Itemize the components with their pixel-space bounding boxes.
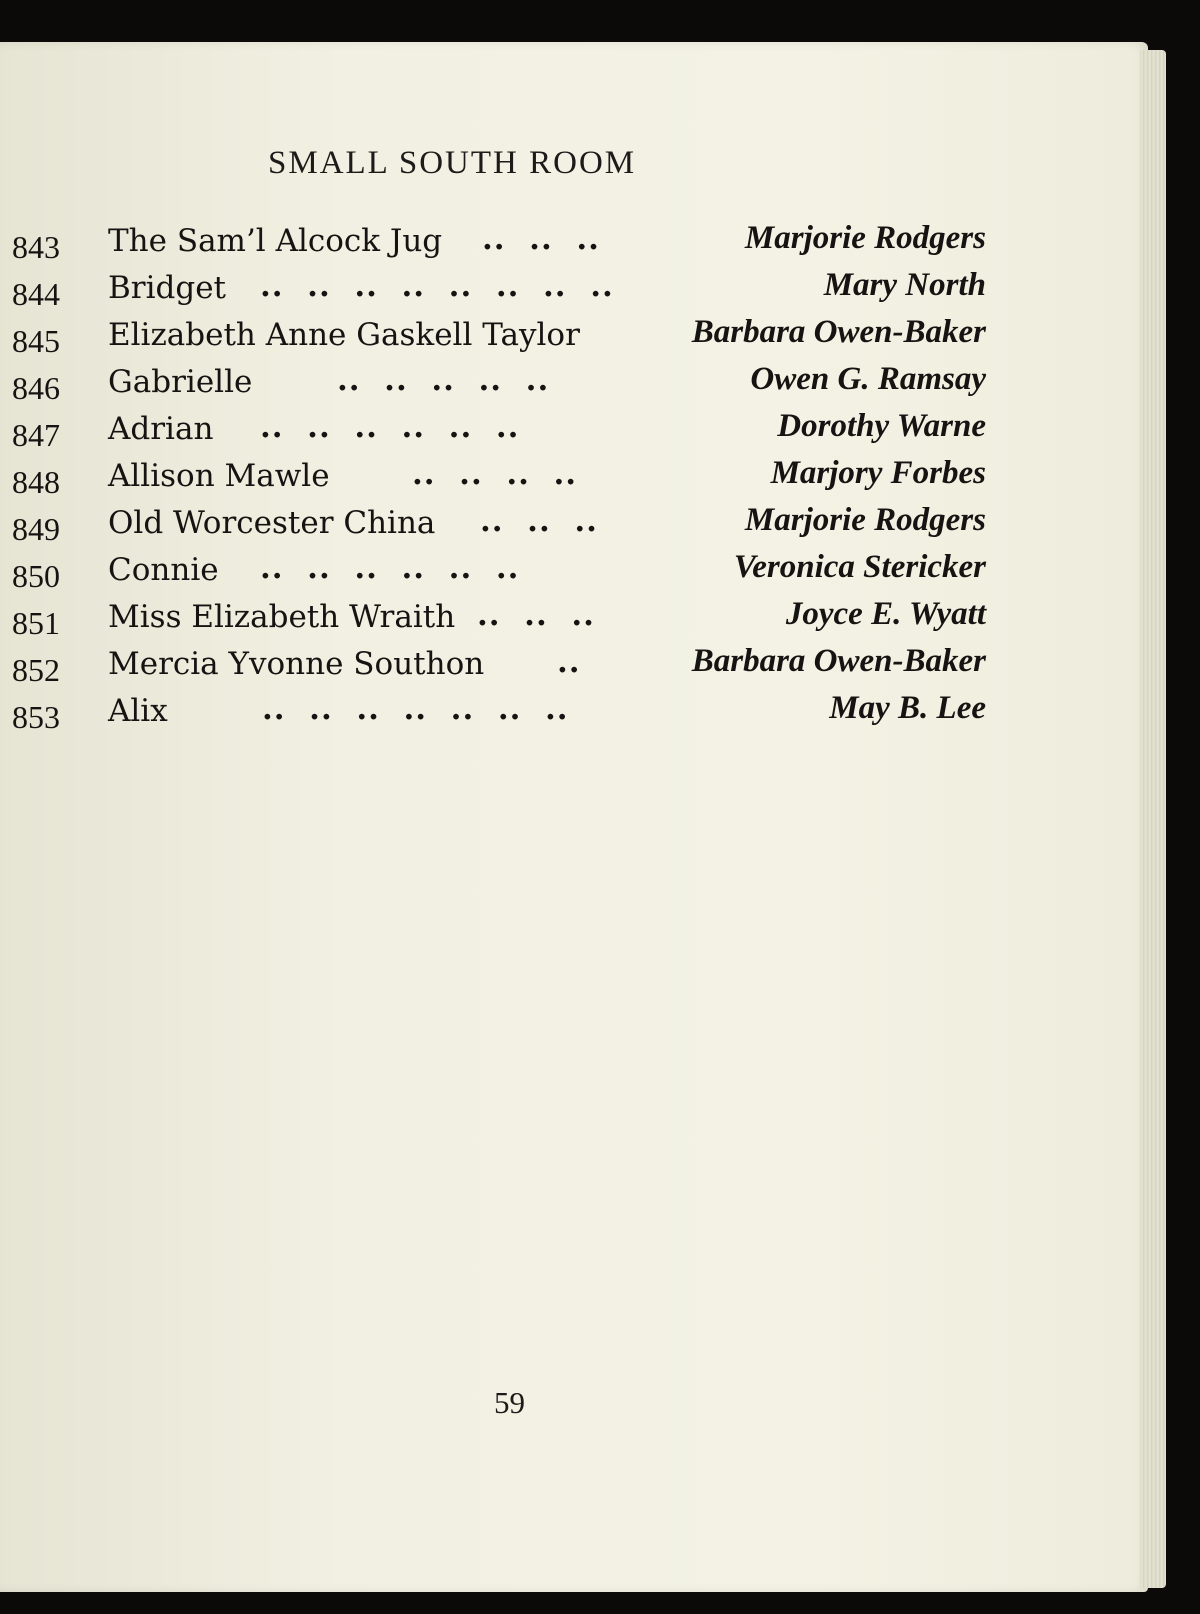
entry-number: 843 [12,229,60,265]
entry-author: Marjorie Rodgers [744,502,986,538]
entry-number: 853 [12,699,60,735]
entry-author: Marjory Forbes [770,455,986,491]
leader-dots: .. [557,644,581,680]
catalogue-entry [12,267,986,318]
entry-author: Mary North [823,267,986,303]
entry-title: Bridget [108,270,227,306]
leader-dots: .. .. .. [477,597,595,633]
leader-dots: .. .. .. .. .. .. [260,409,520,445]
entry-number: 850 [12,558,60,594]
entry-author: Veronica Stericker [733,549,986,585]
catalogue-entry [12,690,986,741]
leader-dots: .. .. .. .. [412,456,578,492]
page-edges [1140,50,1166,1588]
entry-title: Mercia Yvonne Southon [108,646,485,682]
entry-title: Gabrielle [108,364,253,400]
entry-author: Barbara Owen-Baker [691,314,986,350]
catalogue-entry [12,502,986,553]
entry-number: 852 [12,652,60,688]
entry-author: May B. Lee [829,690,986,726]
entry-title: Alix [108,693,168,729]
entry-title: Connie [108,552,219,588]
entry-number: 851 [12,605,60,641]
entry-title: Adrian [108,411,214,447]
leader-dots: .. .. .. .. .. .. .. [262,691,569,727]
catalogue-entry [12,596,986,647]
entry-number: 846 [12,370,60,406]
entry-author: Marjorie Rodgers [744,220,986,256]
entry-author: Barbara Owen-Baker [691,643,986,679]
page-heading: SMALL SOUTH ROOM [268,145,637,181]
entry-title: Miss Elizabeth Wraith [108,599,456,635]
entry-title: Elizabeth Anne Gaskell Taylor [108,317,580,353]
entry-author: Joyce E. Wyatt [785,596,986,632]
catalogue-entry [12,314,986,365]
catalogue-entry [12,549,986,600]
entry-author: Owen G. Ramsay [750,361,986,397]
entry-title: The Sam’l Alcock Jug [108,223,443,259]
leader-dots: .. .. .. [480,503,598,539]
entry-number: 848 [12,464,60,500]
entry-author: Dorothy Warne [777,408,986,444]
entry-number: 844 [12,276,60,312]
catalogue-entry [12,455,986,506]
entry-number: 847 [12,417,60,453]
catalogue-entry [12,643,986,694]
leader-dots: .. .. .. .. .. .. [260,550,520,586]
entry-number: 849 [12,511,60,547]
entry-number: 845 [12,323,60,359]
leader-dots: .. .. .. [482,221,600,257]
catalogue-entry [12,408,986,459]
entry-title: Allison Mawle [108,458,330,494]
entry-title: Old Worcester China [108,505,436,541]
leader-dots: .. .. .. .. .. [337,362,550,398]
page-number: 59 [494,1385,525,1420]
leader-dots: .. .. .. .. .. .. .. .. [260,268,614,304]
catalogue-entry [12,220,986,271]
catalogue-entry [12,361,986,412]
